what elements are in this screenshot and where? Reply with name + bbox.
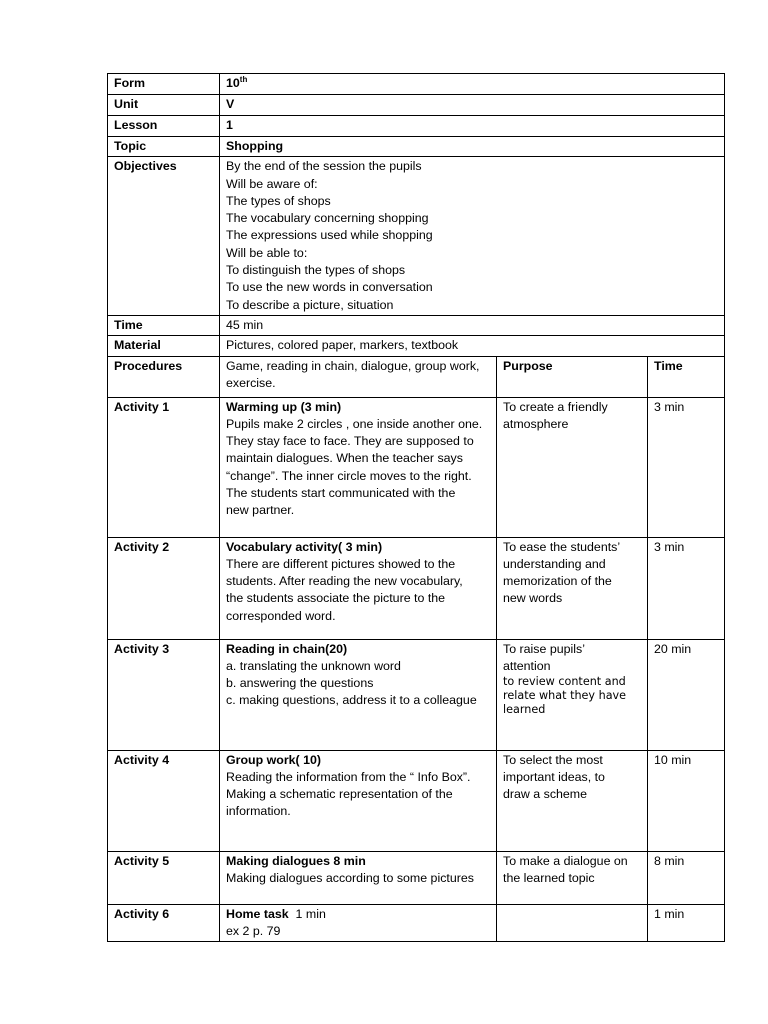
purpose-line: To select the most [503,752,603,767]
activity-title-extra: 1 min [288,906,326,921]
purpose-line: understanding and [503,556,606,571]
lesson-label: Lesson [108,116,220,137]
activity-time: 8 min [648,851,725,904]
purpose-line: attention [503,658,551,673]
activity-title: Reading in chain(20) [226,641,348,656]
activity-purpose [497,397,648,537]
procedures-row [108,356,725,397]
activity-row [108,851,725,904]
activity-time: 3 min [648,537,725,639]
lesson-row [108,116,725,137]
objective-line: To describe a picture, situation [226,297,394,312]
form-label: Form [108,74,220,95]
time-value: 45 min [220,315,725,335]
objectives-row [108,157,725,316]
procedures-label: Procedures [108,356,220,397]
activity-line: There are different pictures showed to the [226,556,456,571]
objective-line: By the end of the session the pupils [226,159,422,174]
lesson-value: 1 [220,116,725,137]
purpose-line: new words [503,591,563,606]
activity-line: b. answering the questions [226,676,374,691]
activity-title: Warming up (3 min) [226,399,342,414]
material-value: Pictures, colored paper, markers, textbook [220,336,725,356]
activity-row [108,537,725,639]
activity-line: new partner. [226,503,295,518]
activity-line: Pupils make 2 circles , one inside another one. [226,416,483,431]
activity-purpose [497,851,648,904]
activity-label: Activity 2 [108,537,220,639]
time-row [108,315,725,335]
activity-purpose [497,750,648,851]
activity-title: Making dialogues 8 min [226,853,366,868]
activity-title: Group work( 10) [226,752,322,767]
activity-description [220,851,497,904]
activity-line: ex 2 p. 79 [226,923,281,938]
objective-line: Will be aware of: [226,176,318,191]
purpose-line: To create a friendly [503,399,608,414]
activity-title: Vocabulary activity( 3 min) [226,539,383,554]
form-value: 10th [220,74,725,95]
material-label: Material [108,336,220,356]
objectives-label: Objectives [108,157,220,316]
purpose-line: draw a scheme [503,787,588,802]
purpose-line: To make a dialogue on [503,853,628,868]
objective-line: The vocabulary concerning shopping [226,211,429,226]
purpose-line: important ideas, to [503,769,605,784]
topic-label: Topic [108,137,220,157]
activity-row [108,639,725,750]
activity-title: Home task [226,906,289,921]
activity-line: a. translating the unknown word [226,658,401,673]
activity-label: Activity 4 [108,750,220,851]
activity-line: Making a schematic representation of the [226,787,453,802]
time-label: Time [108,315,220,335]
activity-row [108,750,725,851]
activity-line: “change”. The inner circle moves to the right. [226,468,472,483]
objective-line: Will be able to: [226,245,308,260]
purpose-line: To raise pupils’ [503,641,585,656]
purpose-line-small: learned [503,703,546,717]
activity-description [220,639,497,750]
unit-label: Unit [108,95,220,116]
purpose-header: Purpose [497,356,648,397]
activity-purpose [497,639,648,750]
procedures-value: Game, reading in chain, dialogue, group work, exercise. [220,356,497,397]
activity-description [220,750,497,851]
activity-description [220,537,497,639]
activity-row [108,904,725,942]
purpose-line: the learned topic [503,870,595,885]
time-header: Time [648,356,725,397]
purpose-line-small: to review content and [503,675,626,689]
objective-line: The expressions used while shopping [226,228,433,243]
activity-line: the students associate the picture to the [226,591,446,606]
lesson-plan-table [107,73,725,942]
activity-time: 20 min [648,639,725,750]
activity-label: Activity 5 [108,851,220,904]
unit-row [108,95,725,116]
activity-line: students. After reading the new vocabulary, [226,574,463,589]
activity-row [108,397,725,537]
activity-line: c. making questions, address it to a colleague [226,693,477,708]
unit-value: V [220,95,725,116]
objective-line: To distinguish the types of shops [226,263,406,278]
activity-line: Making dialogues according to some pictures [226,870,474,885]
topic-row [108,137,725,157]
purpose-line-small: relate what they have [503,689,627,703]
activity-purpose [497,904,648,942]
form-row [108,74,725,95]
objectives-value [220,157,725,316]
activity-description [220,397,497,537]
activity-line: corresponded word. [226,608,336,623]
purpose-line: To ease the students’ [503,539,621,554]
material-row [108,336,725,356]
activity-line: Reading the information from the “ Info Box”. [226,769,471,784]
activity-label: Activity 1 [108,397,220,537]
activity-line: maintain dialogues. When the teacher says [226,451,463,466]
activity-label: Activity 6 [108,904,220,942]
activity-time: 3 min [648,397,725,537]
activity-label: Activity 3 [108,639,220,750]
objective-line: The types of shops [226,193,331,208]
purpose-line: atmosphere [503,416,569,431]
activity-description [220,904,497,942]
activity-line: information. [226,804,291,819]
activity-purpose [497,537,648,639]
objective-line: To use the new words in conversation [226,280,433,295]
topic-value: Shopping [220,137,725,157]
activity-line: The students start communicated with the [226,486,456,501]
activity-line: They stay face to face. They are supposed to [226,434,474,449]
activity-time: 10 min [648,750,725,851]
activity-time: 1 min [648,904,725,942]
purpose-line: memorization of the [503,574,612,589]
